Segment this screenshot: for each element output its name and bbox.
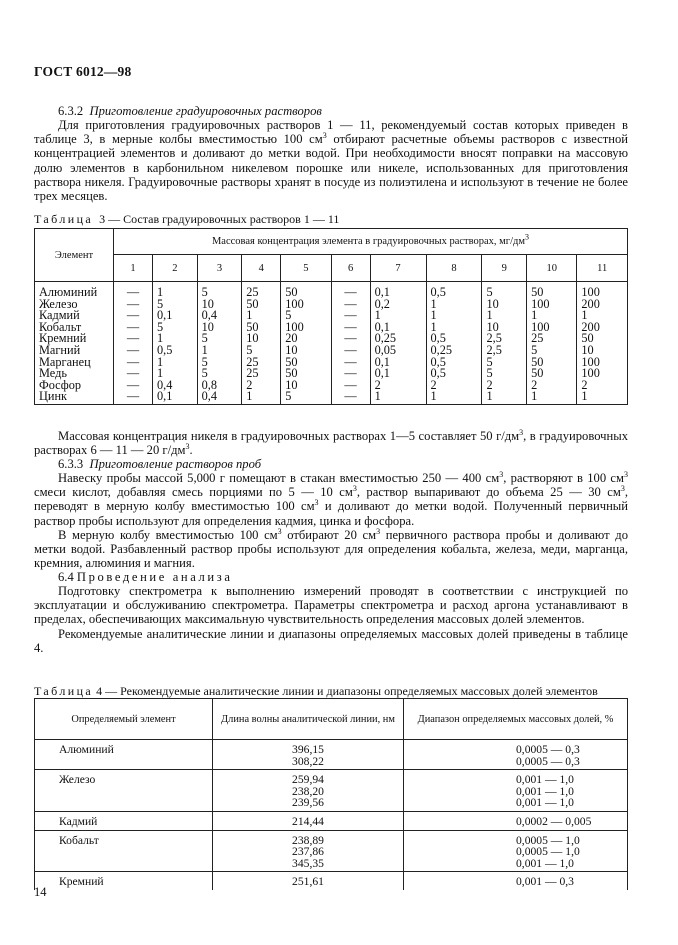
table-row — [35, 299, 628, 311]
page-number: 14 — [34, 885, 47, 899]
table-4 — [34, 698, 628, 890]
cell-value: 5 — [153, 299, 198, 311]
cell-value: 10 — [197, 299, 242, 311]
section-6-3-3-paragraph-1 — [34, 471, 628, 528]
paragraph-text: Массовая концентрация никеля в градуировочных растворах 1—5 составляет 50 г/дм — [58, 429, 520, 443]
cell-value: 1 — [527, 310, 577, 322]
cell-value: 1 — [577, 310, 628, 322]
cell-value: 0,2 — [370, 299, 426, 311]
cell-value: 1 — [242, 310, 281, 322]
wavelength-value: 239,56 — [292, 796, 324, 810]
cell-value: 5 — [482, 357, 527, 369]
cell-value: 1 — [370, 310, 426, 322]
range-value: 0,0005 — 1,0 — [516, 833, 580, 847]
cell-value: 0,5 — [426, 368, 482, 380]
cell-value: 50 — [242, 299, 281, 311]
element-name: Кремний — [35, 872, 213, 890]
paragraph-text: . — [189, 443, 193, 458]
cell-value: 2 — [426, 380, 482, 392]
cell-value: 100 — [527, 322, 577, 334]
cell-value: 20 — [281, 333, 331, 345]
cell-value: 5 — [153, 322, 198, 334]
col-header-solution-4: 4 — [242, 255, 281, 282]
wavelength-value: 396,15 — [292, 743, 324, 756]
paragraph-text: Навеску пробы массой 5,000 г помещают в стакан вместимостью 250 — 400 см — [58, 471, 500, 485]
cell-value: 10 — [281, 380, 331, 392]
solution-number-row — [35, 255, 628, 282]
caption-text: 3 — Состав градуировочных растворов 1 — 11 — [99, 212, 340, 226]
cell-value: 200 — [577, 322, 628, 334]
paragraph-text: первичного раствора пробы и доливают до метки водой. Разбавленный раствор пробы используют для определения кобальта, железа, меди, марганца, кремния, алюминия и магния. — [34, 528, 628, 571]
cell-value: 1 — [426, 322, 482, 334]
cell-value: — — [114, 368, 153, 380]
element-name: Железо — [35, 770, 213, 812]
element-name: Алюминий — [35, 282, 114, 299]
table-row — [35, 770, 628, 812]
range-cell — [404, 770, 628, 812]
wavelength-cell — [213, 811, 404, 830]
cell-value: 100 — [281, 299, 331, 311]
range-value: 0,0002 — 0,005 — [516, 814, 592, 828]
wavelength-value: 214,44 — [292, 814, 324, 828]
cell-value: — — [114, 310, 153, 322]
cell-value: 10 — [242, 333, 281, 345]
cell-value: 50 — [527, 368, 577, 380]
cell-value: 25 — [242, 282, 281, 299]
cell-value: 5 — [197, 368, 242, 380]
element-name: Кобальт — [35, 830, 213, 872]
cell-value: 50 — [281, 282, 331, 299]
caption-label: Таблица — [34, 212, 94, 226]
wavelength-value: 237,86 — [292, 845, 324, 859]
cell-value: 10 — [577, 345, 628, 357]
cell-value: — — [331, 368, 370, 380]
range-value: 0,001 — 1,0 — [516, 796, 574, 810]
paragraph-text: отбирают 20 см — [281, 528, 377, 542]
cell-value: 1 — [482, 391, 527, 404]
table-row — [35, 830, 628, 872]
wavelength-value: 238,20 — [292, 784, 324, 798]
cell-value: — — [331, 310, 370, 322]
cell-value: 0,8 — [197, 380, 242, 392]
section-6-3-3-paragraph-2 — [34, 528, 628, 571]
cell-value: 0,1 — [370, 322, 426, 334]
element-name: Кадмий — [35, 811, 213, 830]
cell-value: 5 — [242, 345, 281, 357]
cell-value: 0,5 — [426, 333, 482, 345]
cell-value: — — [114, 357, 153, 369]
cell-value: 0,1 — [370, 357, 426, 369]
table-row — [35, 811, 628, 830]
wavelength-value: 308,22 — [292, 754, 324, 768]
paragraph-text: В мерную колбу вместимостью 100 см — [58, 528, 278, 542]
section-6-3-3-heading — [34, 457, 628, 471]
superscript: 3 — [519, 427, 524, 437]
col-header-solution-2: 2 — [153, 255, 198, 282]
cell-value: 0,1 — [153, 310, 198, 322]
cell-value: 2 — [370, 380, 426, 392]
superscript: 3 — [322, 131, 327, 141]
element-name: Алюминий — [35, 740, 213, 770]
wavelength-value: 345,35 — [292, 856, 324, 870]
superscript: 3 — [314, 498, 319, 508]
cell-value: — — [114, 322, 153, 334]
paragraph-text: , раствор выпаривают до объема 25 — 30 см — [356, 485, 621, 500]
cell-value: 10 — [281, 345, 331, 357]
cell-value: — — [114, 380, 153, 392]
cell-value: 0,5 — [426, 357, 482, 369]
cell-value: 0,4 — [197, 391, 242, 404]
cell-value: 5 — [197, 282, 242, 299]
table-row — [35, 872, 628, 890]
table-row — [35, 740, 628, 770]
cell-value: 1 — [197, 345, 242, 357]
superscript: 3 — [620, 484, 625, 494]
element-name: Магний — [35, 345, 114, 357]
section-6-4-paragraph-2: Рекомендуемые аналитические линии и диапазоны определяемых массовых долей приведены в таблице 4. — [34, 627, 628, 656]
paragraph-text: , растворяют в 100 см — [503, 471, 624, 485]
cell-value: — — [114, 299, 153, 311]
paragraph-text: отбирают расчетные объемы растворов с известной концентрацией элементов и доливают до метки водой. При необходимости вносят поправки на массовую долю элементов в карбонильном никелевом порошке или никеле, использованных для приготовления раствора никеля. Градуировочные растворы хранят в посуде из полиэтилена и используют в течение не более трех месяцев. — [34, 132, 629, 204]
superscript: 3 — [185, 442, 190, 452]
section-6-3-2-heading — [34, 104, 628, 118]
nickel-concentration-note — [34, 429, 628, 457]
cell-value: 5 — [527, 345, 577, 357]
cell-value: 100 — [577, 368, 628, 380]
cell-value: — — [331, 282, 370, 299]
col-header-wavelength: Длина волны аналитической линии, нм — [213, 699, 404, 740]
table-row — [35, 368, 628, 380]
cell-value: 100 — [577, 357, 628, 369]
paragraph-text: и доливают до метки водой. Полученный первичный раствор пробы используют для определения кадмия, цинка и фосфора. — [34, 499, 629, 528]
cell-value: 5 — [281, 391, 331, 404]
section-number: 6.4 — [58, 570, 74, 584]
cell-value: 1 — [153, 368, 198, 380]
superscript: 3 — [352, 484, 357, 494]
superscript: 3 — [499, 469, 504, 479]
col-header-element: Определяемый элемент — [35, 699, 213, 740]
cell-value: 10 — [482, 322, 527, 334]
cell-value: 1 — [153, 357, 198, 369]
cell-value: 1 — [577, 391, 628, 404]
element-name: Железо — [35, 299, 114, 311]
cell-value: — — [114, 345, 153, 357]
paragraph-text: , переводят в мерную колбу вместимостью 100 см — [34, 485, 628, 514]
cell-value: 1 — [426, 391, 482, 404]
cell-value: 1 — [242, 391, 281, 404]
col-header-range: Диапазон определяемых массовых долей, % — [404, 699, 628, 740]
cell-value: 0,05 — [370, 345, 426, 357]
cell-value: 50 — [242, 322, 281, 334]
table-3-caption — [34, 212, 339, 227]
cell-value: 0,1 — [370, 368, 426, 380]
cell-value: 0,5 — [153, 345, 198, 357]
cell-value: 50 — [577, 333, 628, 345]
range-value: 0,001 — 1,0 — [516, 773, 574, 787]
section-title: Проведение анализа — [76, 570, 233, 584]
element-name: Цинк — [35, 391, 114, 404]
cell-value: 2 — [577, 380, 628, 392]
table-row — [35, 333, 628, 345]
paragraph-text: Для приготовления градуировочных растворов 1 — 11, рекомендуемый состав которых приведен в таблице 3, в мерные колбы вместимостью 100 см — [34, 118, 628, 147]
range-cell — [404, 740, 628, 770]
wavelength-cell — [213, 830, 404, 872]
col-header-solution-11: 11 — [577, 255, 628, 282]
document-header: ГОСТ 6012—98 — [34, 64, 132, 79]
cell-value: 100 — [577, 282, 628, 299]
range-value: 0,001 — 1,0 — [516, 784, 574, 798]
cell-value: 0,1 — [370, 282, 426, 299]
cell-value: 200 — [577, 299, 628, 311]
range-value: 0,0005 — 1,0 — [516, 845, 580, 859]
paragraph-text: , в градуировочных растворах 6 — 11 — 20 г/дм — [34, 429, 628, 458]
caption-text: 4 — Рекомендуемые аналитические линии и диапазоны определяемых массовых долей элементов — [96, 684, 598, 698]
cell-value: 5 — [482, 368, 527, 380]
wavelength-value: 259,94 — [292, 773, 324, 787]
cell-value: 50 — [281, 357, 331, 369]
superscript: 3 — [525, 232, 530, 242]
cell-value: 2 — [482, 380, 527, 392]
table-3 — [34, 228, 628, 405]
paragraph-text: смеси кислот, добавляя смесь порциями по 5 — 10 см — [34, 485, 353, 500]
element-name: Марганец — [35, 357, 114, 369]
element-name: Кобальт — [35, 322, 114, 334]
cell-value: — — [331, 380, 370, 392]
table-row — [35, 391, 628, 404]
cell-value: 25 — [527, 333, 577, 345]
cell-value: 100 — [281, 322, 331, 334]
wavelength-cell — [213, 770, 404, 812]
cell-value: 2 — [242, 380, 281, 392]
cell-value: — — [114, 333, 153, 345]
cell-value: 0,5 — [426, 282, 482, 299]
section-number: 6.3.3 — [58, 457, 84, 471]
range-value: 0,001 — 1,0 — [516, 856, 574, 870]
col-header-solution-8: 8 — [426, 255, 482, 282]
cell-value: 2,5 — [482, 345, 527, 357]
col-header-solution-5: 5 — [281, 255, 331, 282]
cell-value: 1 — [482, 310, 527, 322]
section-title: Приготовление растворов проб — [89, 457, 262, 471]
cell-value: 1 — [370, 391, 426, 404]
section-6-3-2-text — [34, 118, 628, 203]
range-cell — [404, 830, 628, 872]
section-6-4-heading — [34, 570, 628, 584]
table-row — [35, 380, 628, 392]
section-title: Приготовление градуировочных растворов — [89, 104, 322, 118]
wavelength-cell — [213, 740, 404, 770]
cell-value: 1 — [527, 391, 577, 404]
cell-value: 2 — [527, 380, 577, 392]
cell-value: 50 — [527, 357, 577, 369]
cell-value: — — [114, 282, 153, 299]
col-header-element: Элемент — [35, 229, 114, 282]
cell-value: 0,25 — [426, 345, 482, 357]
range-value: 0,0005 — 0,3 — [516, 743, 580, 756]
cell-value: — — [331, 299, 370, 311]
section-number: 6.3.2 — [58, 104, 84, 118]
col-group-text: Массовая концентрация элемента в градуировочных растворах, мг/дм — [211, 236, 526, 247]
cell-value: — — [331, 391, 370, 404]
wavelength-value: 238,89 — [292, 833, 324, 847]
cell-value: 10 — [197, 322, 242, 334]
cell-value: — — [331, 357, 370, 369]
col-header-solution-10: 10 — [527, 255, 577, 282]
cell-value: — — [114, 391, 153, 404]
cell-value: 1 — [153, 282, 198, 299]
cell-value: 25 — [242, 368, 281, 380]
col-header-solution-3: 3 — [197, 255, 242, 282]
cell-value: 25 — [242, 357, 281, 369]
cell-value: 2,5 — [482, 333, 527, 345]
cell-value: 50 — [281, 368, 331, 380]
cell-value: 50 — [527, 282, 577, 299]
cell-value: — — [331, 345, 370, 357]
col-header-group — [114, 229, 628, 255]
cell-value: 100 — [527, 299, 577, 311]
superscript: 3 — [624, 469, 628, 479]
cell-value: 5 — [482, 282, 527, 299]
cell-value: — — [331, 333, 370, 345]
cell-value: 5 — [281, 310, 331, 322]
cell-value: 1 — [153, 333, 198, 345]
cell-value: 1 — [426, 310, 482, 322]
table-4-caption — [34, 684, 598, 699]
range-cell — [404, 811, 628, 830]
cell-value: 5 — [197, 357, 242, 369]
cell-value: — — [331, 322, 370, 334]
wavelength-value: 251,61 — [292, 875, 324, 889]
element-name: Фосфор — [35, 380, 114, 392]
superscript: 3 — [277, 526, 282, 536]
wavelength-cell — [213, 872, 404, 890]
element-name: Кадмий — [35, 310, 114, 322]
cell-value: 0,25 — [370, 333, 426, 345]
cell-value: 0,4 — [153, 380, 198, 392]
cell-value: 0,4 — [197, 310, 242, 322]
col-header-solution-7: 7 — [370, 255, 426, 282]
col-header-solution-9: 9 — [482, 255, 527, 282]
range-cell — [404, 872, 628, 890]
cell-value: 5 — [197, 333, 242, 345]
col-header-solution-1: 1 — [114, 255, 153, 282]
cell-value: 10 — [482, 299, 527, 311]
element-name: Кремний — [35, 333, 114, 345]
superscript: 3 — [376, 526, 381, 536]
range-value: 0,001 — 0,3 — [516, 875, 574, 889]
range-value: 0,0005 — 0,3 — [516, 754, 580, 768]
element-name: Медь — [35, 368, 114, 380]
cell-value: 0,1 — [153, 391, 198, 404]
cell-value: 1 — [426, 299, 482, 311]
caption-label: Таблица — [34, 684, 94, 698]
section-6-4-paragraph-1: Подготовку спектрометра к выполнению измерений проводят в соответствии с инструкцией по эксплуатации и обслуживанию спектрометра. Параметры спектрометра и расход аргона устанавливают в пределах, обеспечивающих максимальную чувствительность определения массовых долей элементов. — [34, 584, 628, 627]
col-header-solution-6: 6 — [331, 255, 370, 282]
